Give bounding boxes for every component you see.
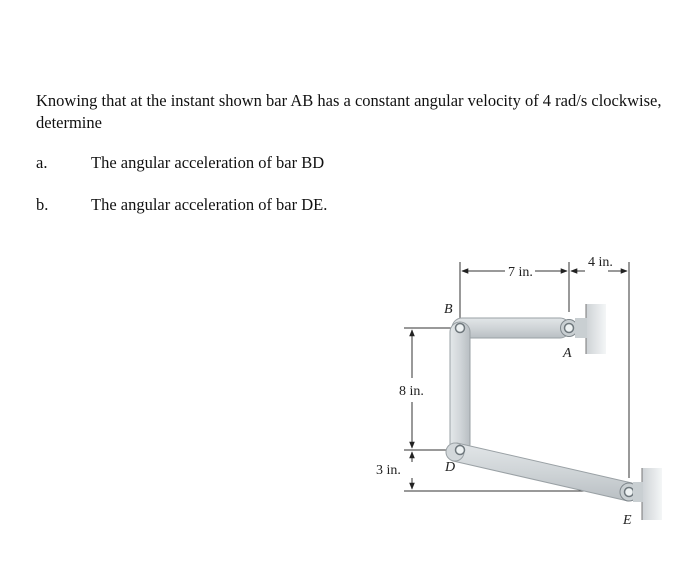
label-point-b: B [444,302,453,317]
label-point-d: D [445,460,456,475]
item-text: The angular acceleration of bar BD [91,153,325,172]
item-marker: a. [36,153,48,172]
dim-label-7in: 7 in. [508,265,533,280]
problem-text: Knowing that at the instant shown bar AB has a constant angular velocity of 4 rad/s clockwise, determine [36,91,662,132]
label-point-a: A [563,346,572,361]
pin-b [456,324,465,333]
dim-label-4in: 4 in. [588,255,613,270]
item-text: The angular acceleration of bar DE. [91,195,328,214]
dim-label-3in: 3 in. [376,463,401,478]
item-marker: b. [36,195,49,214]
label-point-e: E [623,513,632,528]
pin-e [620,482,643,502]
bar-bd [450,322,470,454]
wall-support-a [586,304,606,354]
pin-a [561,318,588,338]
bar-de [446,443,632,501]
wall-support-e [642,468,662,520]
pin-d [456,446,465,455]
dim-label-8in: 8 in. [399,384,424,399]
